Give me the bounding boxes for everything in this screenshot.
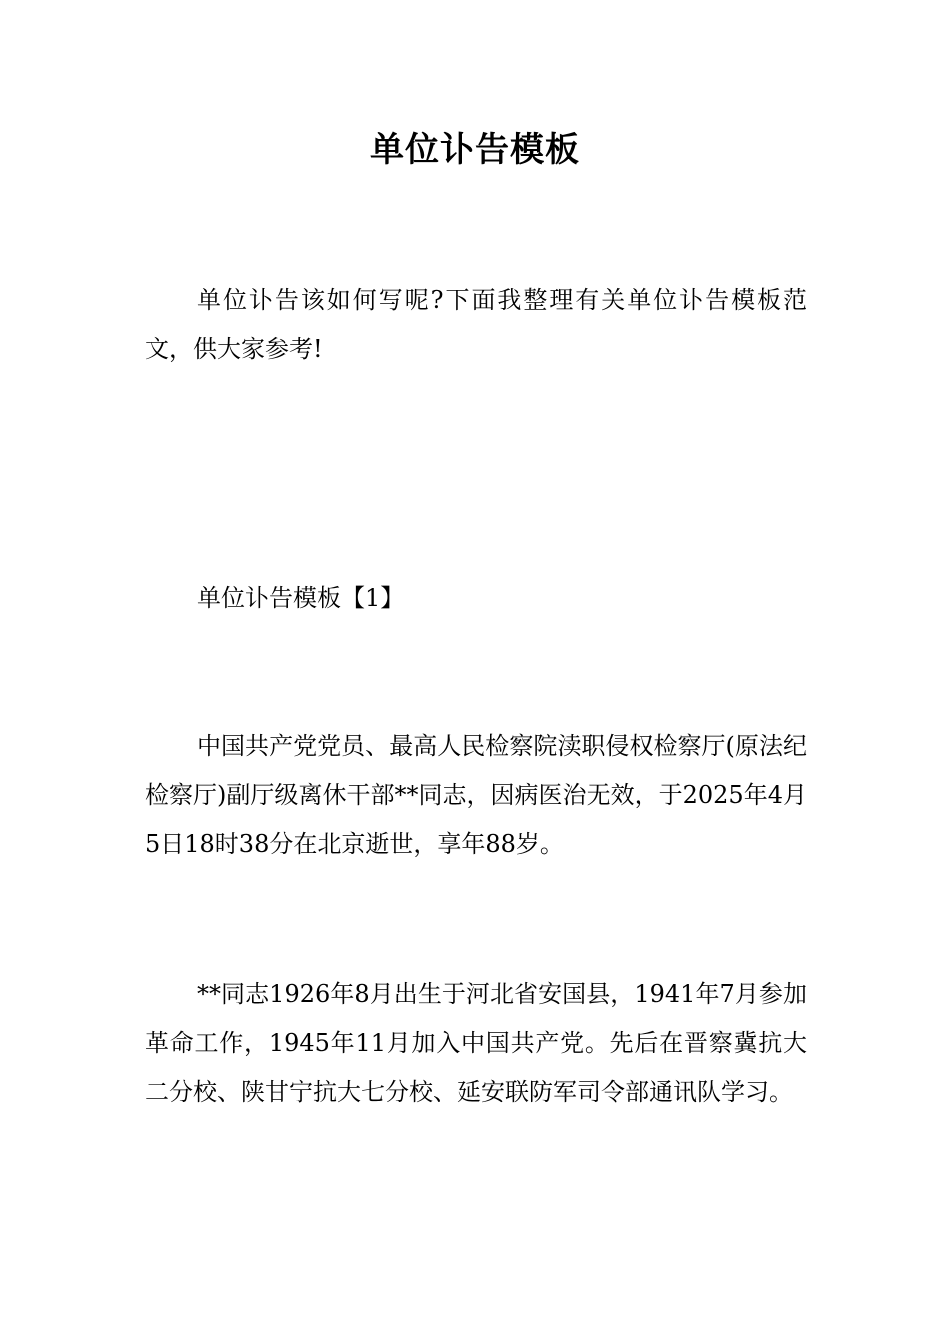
intro-paragraph: 单位讣告该如何写呢?下面我整理有关单位讣告模板范文，供大家参考!	[145, 286, 807, 363]
body-paragraph-announcement: 中国共产党党员、最高人民检察院渎职侵权检察厅(原法纪检察厅)副厅级离休干部**同志，因病医治无效，于2025年4月5日18时38分在北京逝世，享年88岁。	[145, 732, 807, 858]
body-paragraph-biography: **同志1926年8月出生于河北省安国县，1941年7月参加革命工作，1945年11月加入中国共产党。先后在晋察冀抗大二分校、陕甘宁抗大七分校、延安联防军司令部通讯队学习。	[145, 980, 807, 1106]
document-title: 单位讣告模板	[370, 130, 580, 170]
section-heading: 单位讣告模板【1】	[197, 584, 405, 612]
